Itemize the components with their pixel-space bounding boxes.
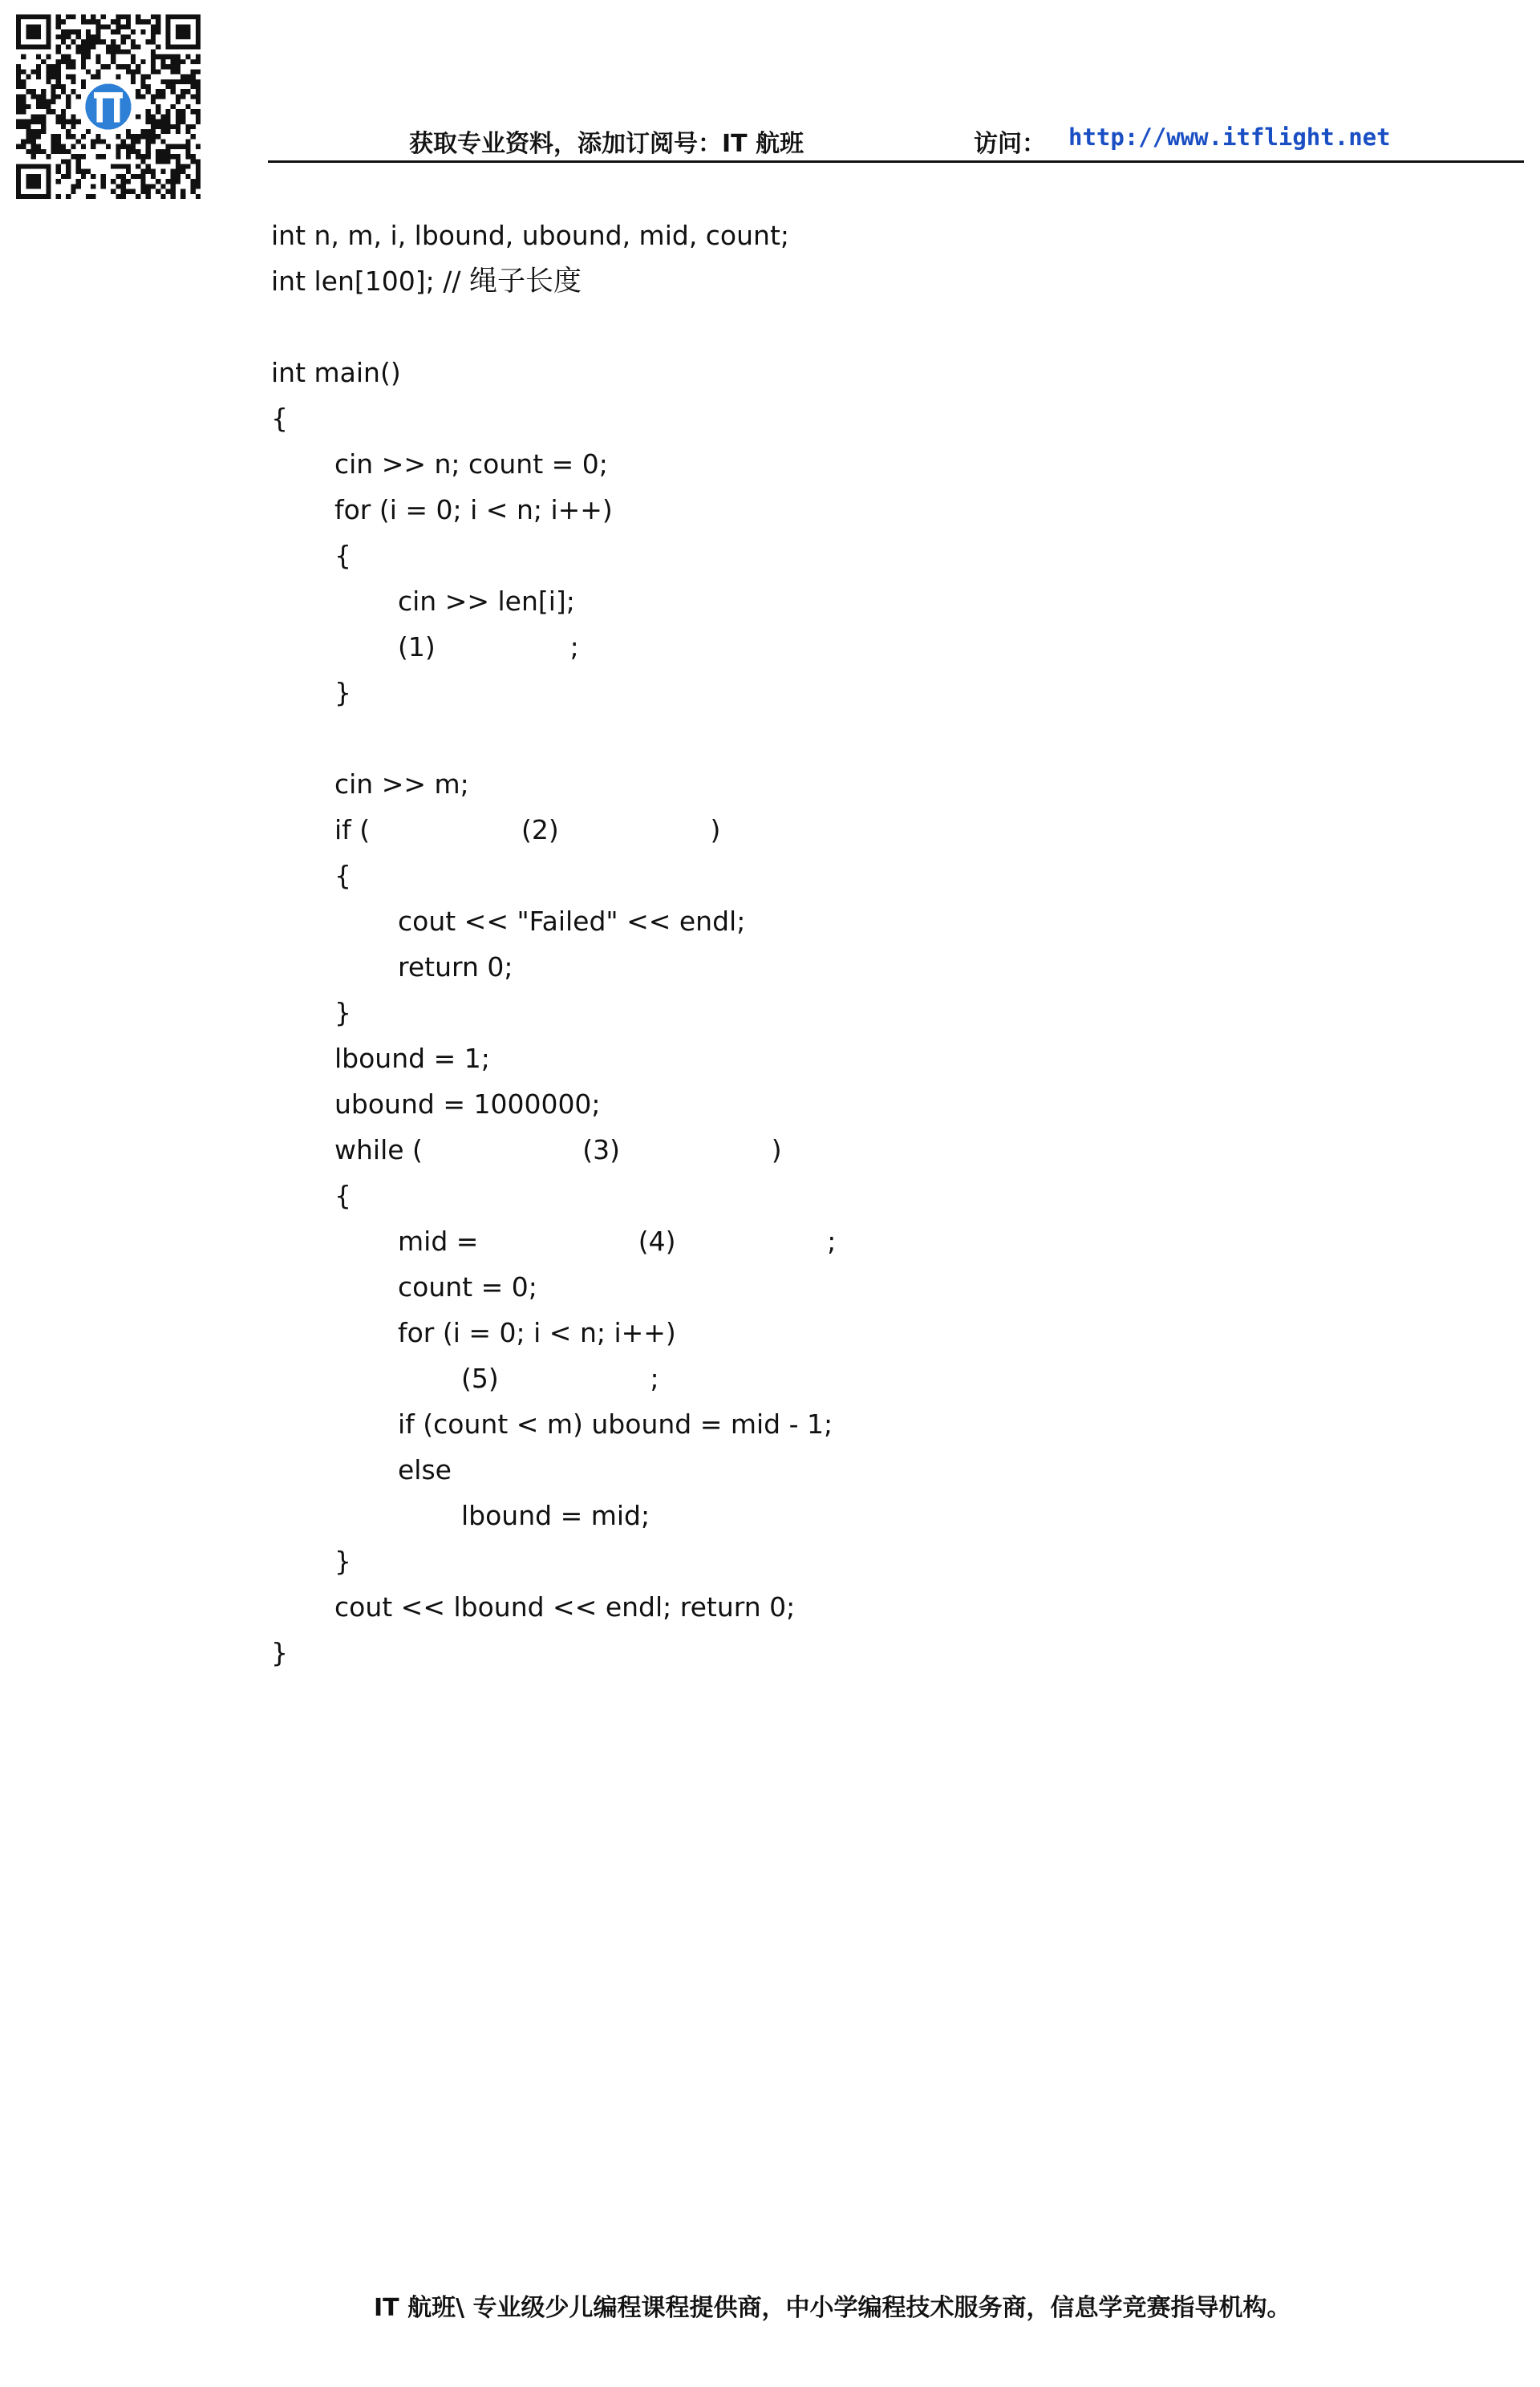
code-line: { [334, 860, 351, 891]
it-logo-icon [80, 79, 136, 135]
code-line: } [271, 1637, 288, 1668]
code-comment: 绳子长度 [468, 265, 582, 298]
code-line: cin >> len[i]; [398, 586, 575, 617]
code-line: else [398, 1454, 452, 1485]
code-line: ubound = 1000000; [334, 1088, 601, 1120]
page-header [268, 120, 1524, 163]
code-line: cout << lbound << endl; return 0; [334, 1591, 796, 1623]
code-line: int n, m, i, lbound, ubound, mid, count; [271, 220, 790, 251]
blank-line [271, 715, 1394, 761]
code-line: lbound = 1; [334, 1043, 490, 1074]
visit-label: 访问： [974, 130, 1046, 158]
code-text: int len[100]; // [271, 265, 469, 297]
qr-code-icon [14, 14, 202, 199]
code-line: } [334, 997, 351, 1028]
code-line: } [334, 1546, 351, 1577]
website-link[interactable]: http://www.itflight.net [1068, 124, 1391, 151]
blank-line [271, 304, 1394, 350]
blank-5: (5) ; [461, 1363, 659, 1394]
code-line: cin >> n; count = 0; [334, 448, 608, 480]
blank-2: if ( (2) ) [334, 814, 721, 845]
code-line: int main() [271, 357, 401, 388]
blank-4: mid = (4) ; [398, 1226, 837, 1257]
blank-3: while ( (3) ) [334, 1134, 782, 1165]
code-line [271, 258, 1394, 304]
blank-1: (1) ; [398, 631, 579, 663]
code-line: { [271, 403, 288, 434]
code-line: lbound = mid; [461, 1500, 650, 1531]
code-line: cin >> m; [334, 768, 469, 800]
code-line: { [334, 1180, 351, 1211]
code-line: { [334, 540, 351, 571]
code-block [271, 213, 1394, 1676]
code-line: } [334, 677, 351, 708]
code-line: cout << "Failed" << endl; [398, 906, 746, 937]
code-line: return 0; [398, 951, 513, 983]
code-line: count = 0; [398, 1271, 537, 1303]
subscribe-text: 获取专业资料，添加订阅号：IT 航班 [409, 130, 804, 158]
code-line: for (i = 0; i < n; i++) [398, 1317, 676, 1348]
code-line: for (i = 0; i < n; i++) [334, 494, 613, 525]
page-footer: IT 航班\ 专业级少儿编程课程提供商，中小学编程技术服务商，信息学竞赛指导机构。 [374, 2294, 1291, 2322]
code-line: if (count < m) ubound = mid - 1; [398, 1408, 833, 1440]
